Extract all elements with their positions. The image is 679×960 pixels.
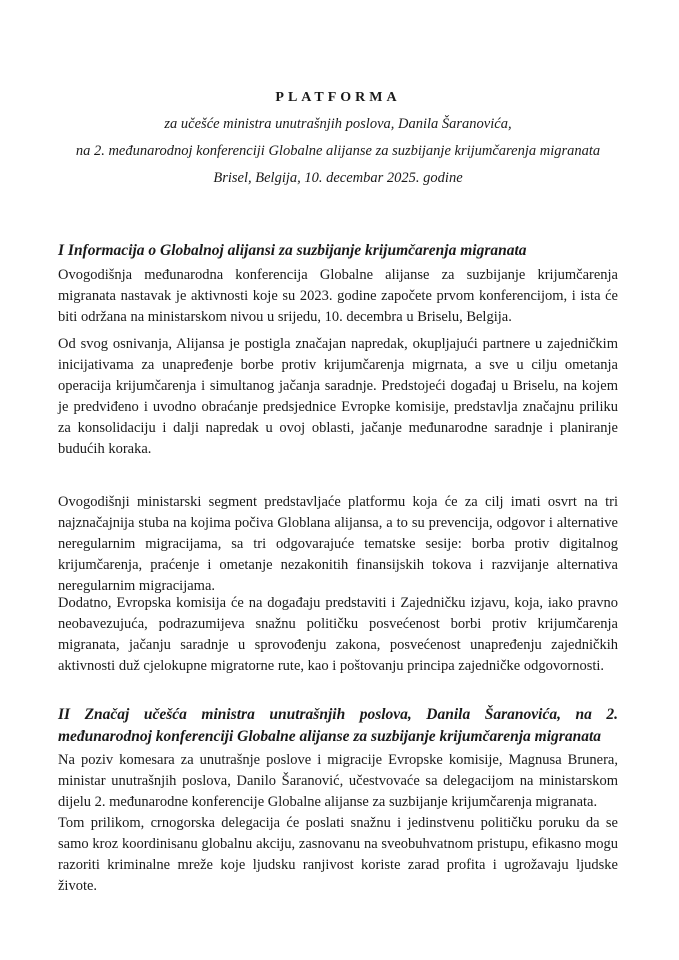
section-2-paragraph-1: Na poziv komesara za unutrašnje poslove i migracije Evropske komisije, Magnusa Brunera, ministar unutrašnjih poslova, Danilo Šaranović, učestvovaće sa delegacijom na ministarskom dijelu 2. međunarodne konferencije Globalne alijanse za suzbijanje krijumčarenja migranata. bbox=[58, 752, 618, 810]
subtitle-line-2: na 2. međunarodnoj konferenciji Globalne alijanse za suzbijanje krijumčarenja migranata bbox=[75, 143, 601, 159]
section-2-paragraph-2: Tom prilikom, crnogorska delegacija će poslati snažnu i jedinstvenu političku poruku da se samo kroz koordinisanu globalnu akciju, zasnovanu na sveobuhvatnom pristupu, efikasno mogu razoriti kriminalne mreže koje ljudsku ranjivost koriste zarad profita i ugrožavaju ljudske živote. bbox=[58, 815, 618, 894]
section-1-paragraph-4: Dodatno, Evropska komisija će na događaju predstaviti i Zajedničku izjavu, koja, iako pravno neobavezujuća, podrazumijeva snažnu političku posvećenost borbi protiv krijumčarenja migranata, jačanju saradnje u sprovođenju zakona, posvećenost unapređenju zajedničkih aktivnosti duž cjelokupne migratorne rute, kao i poštovanju principa zajedničke odgovornosti. bbox=[58, 595, 618, 674]
section-2-heading-line-2: međunarodnoj konferenciji Globalne alijanse za suzbijanje krijumčarenja migranata bbox=[58, 728, 602, 745]
subtitle-line-3: Brisel, Belgija, 10. decembar 2025. godine bbox=[213, 170, 463, 186]
section-1-heading: I Informacija o Globalnoj alijansi za suzbijanje krijumčarenja migranata bbox=[58, 242, 527, 259]
section-1-paragraph-2: Od svog osnivanja, Alijansa je postigla značajan napredak, okupljajući partnere u zajedničkim inicijativama za unapređenje borbe protiv krijumčarenja migrnata, a sve u cilju ometanja operacija krijumčarenja i simultanog jačanja saradnje. Predstojeći događaj u Briselu, na kojem je predviđeno i uvodno obraćanje predsjednice Evropke komisije, predstavlja značajnu priliku za konsolidaciju i dalji napredak u ovoj oblasti, jačanje međunarodne saradnje i planiranje budućih koraka. bbox=[58, 336, 618, 457]
section-1-paragraph-3: Ovogodišnji ministarski segment predstavljaće platformu koja će za cilj imati osvrt na tri najznačajnija stuba na kojima počiva Globlana alijansa, a to su prevencija, odgovor i alternative neregularnim migracijama, sa tri odgovarajuće tematske sesije: borba protiv digitalnog krijumčarenja, praćenje i ometanje nezakonitih finansijskih tokova i razvijanje alternativa neregularnim migracijama. bbox=[58, 494, 618, 594]
document-title: PLATFORMA bbox=[275, 90, 401, 105]
section-2-heading bbox=[58, 704, 618, 748]
section-2-heading-line-1: II Značaj učešća ministra unutrašnjih poslova, Danila Šaranovića, na 2. bbox=[58, 706, 618, 723]
section-1-paragraph-1: Ovogodišnja međunarodna konferencija Globalne alijanse za suzbijanje krijumčarenja migranata nastavak je aktivnosti koje su 2023. godine započete prvom konferencijom, i ista će biti održana na ministarskom nivou u srijedu, 10. decembra u Briselu, Belgija. bbox=[58, 267, 618, 325]
subtitle-line-1: za učešće ministra unutrašnjih poslova, Danila Šaranovića, bbox=[164, 116, 512, 132]
